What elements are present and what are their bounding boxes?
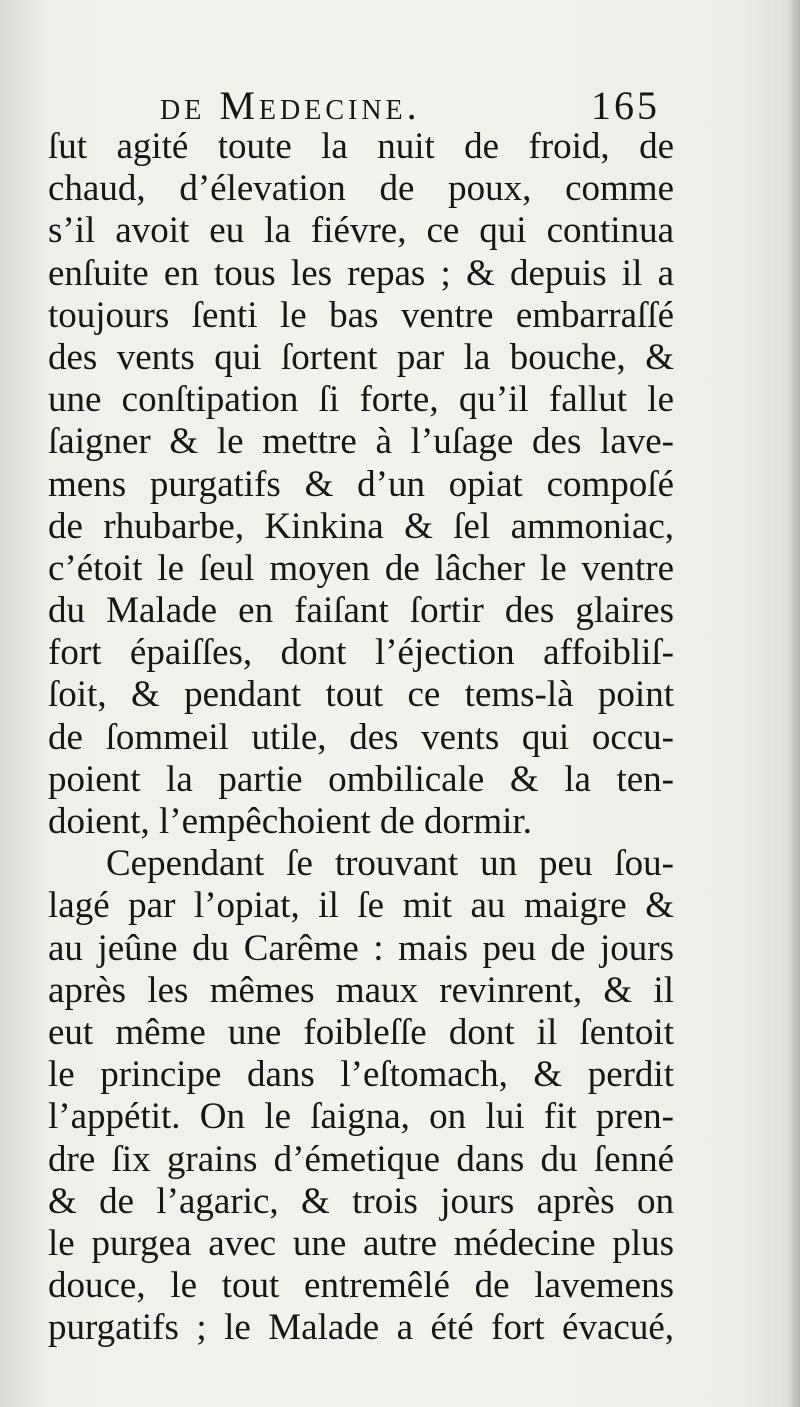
paragraph-2	[48, 843, 674, 1349]
text-line: ſoit, & pendant tout ce tems-là point	[48, 674, 674, 716]
text-line: des vents qui ſortent par la bouche, &	[48, 336, 674, 378]
text-line: le principe dans l’eſtomach, & perdit	[48, 1054, 674, 1096]
text-line: & de l’agaric, & trois jours après on	[48, 1180, 674, 1222]
text-line: ſut agité toute la nuit de froid, de	[48, 126, 674, 167]
text-line: toujours ſenti le bas ventre embarraſſé	[48, 294, 674, 336]
text-line: le purgea avec une autre médecine plus	[48, 1222, 674, 1264]
page-edge-shadow	[786, 0, 800, 1407]
text-line: enſuite en tous les repas ; & depuis il a	[48, 252, 674, 294]
text-line: ſaigner & le mettre à l’uſage des lave-	[48, 421, 674, 463]
page-header	[160, 82, 660, 132]
text-line: lagé par l’opiat, il ſe mit au maigre &	[48, 885, 674, 927]
text-line: l’appétit. On le ſaigna, on lui fit pren-	[48, 1096, 674, 1138]
body-text	[48, 126, 674, 1349]
text-line: eut même une foibleſſe dont il ſentoit	[48, 1011, 674, 1053]
text-line: fort épaiſſes, dont l’éjection affoibliſ-	[48, 632, 674, 674]
text-line: mens purgatifs & d’un opiat compoſé	[48, 463, 674, 505]
text-line: une conſtipation ſi forte, qu’il fallut le	[48, 379, 674, 421]
page-number: 165	[591, 83, 660, 128]
text-line: chaud, d’élevation de poux, comme	[48, 168, 674, 210]
text-line: doient, l’empêchoient de dormir.	[48, 801, 532, 842]
text-line: de ſommeil utile, des vents qui occu-	[48, 716, 674, 758]
running-head: de Medecine.	[160, 83, 421, 128]
text-line: purgatifs ; le Malade a été fort évacué,	[48, 1307, 674, 1349]
text-line: de rhubarbe, Kinkina & ſel ammoniac,	[48, 505, 674, 547]
text-line: c’étoit le ſeul moyen de lâcher le ventre	[48, 547, 674, 589]
text-line: au jeûne du Carême : mais peu de jours	[48, 927, 674, 969]
text-line: Cependant ſe trouvant un peu ſou-	[106, 843, 674, 885]
text-line: s’il avoit eu la fiévre, ce qui continua	[48, 210, 674, 252]
text-line: douce, le tout entremêlé de lavemens	[48, 1265, 674, 1307]
paragraph-1	[48, 126, 674, 843]
text-line: du Malade en faiſant ſortir des glaires	[48, 590, 674, 632]
text-line: après les mêmes maux revinrent, & il	[48, 969, 674, 1011]
text-line: dre ſix grains d’émetique dans du ſenné	[48, 1138, 674, 1180]
text-line: poient la partie ombilicale & la ten-	[48, 758, 674, 800]
